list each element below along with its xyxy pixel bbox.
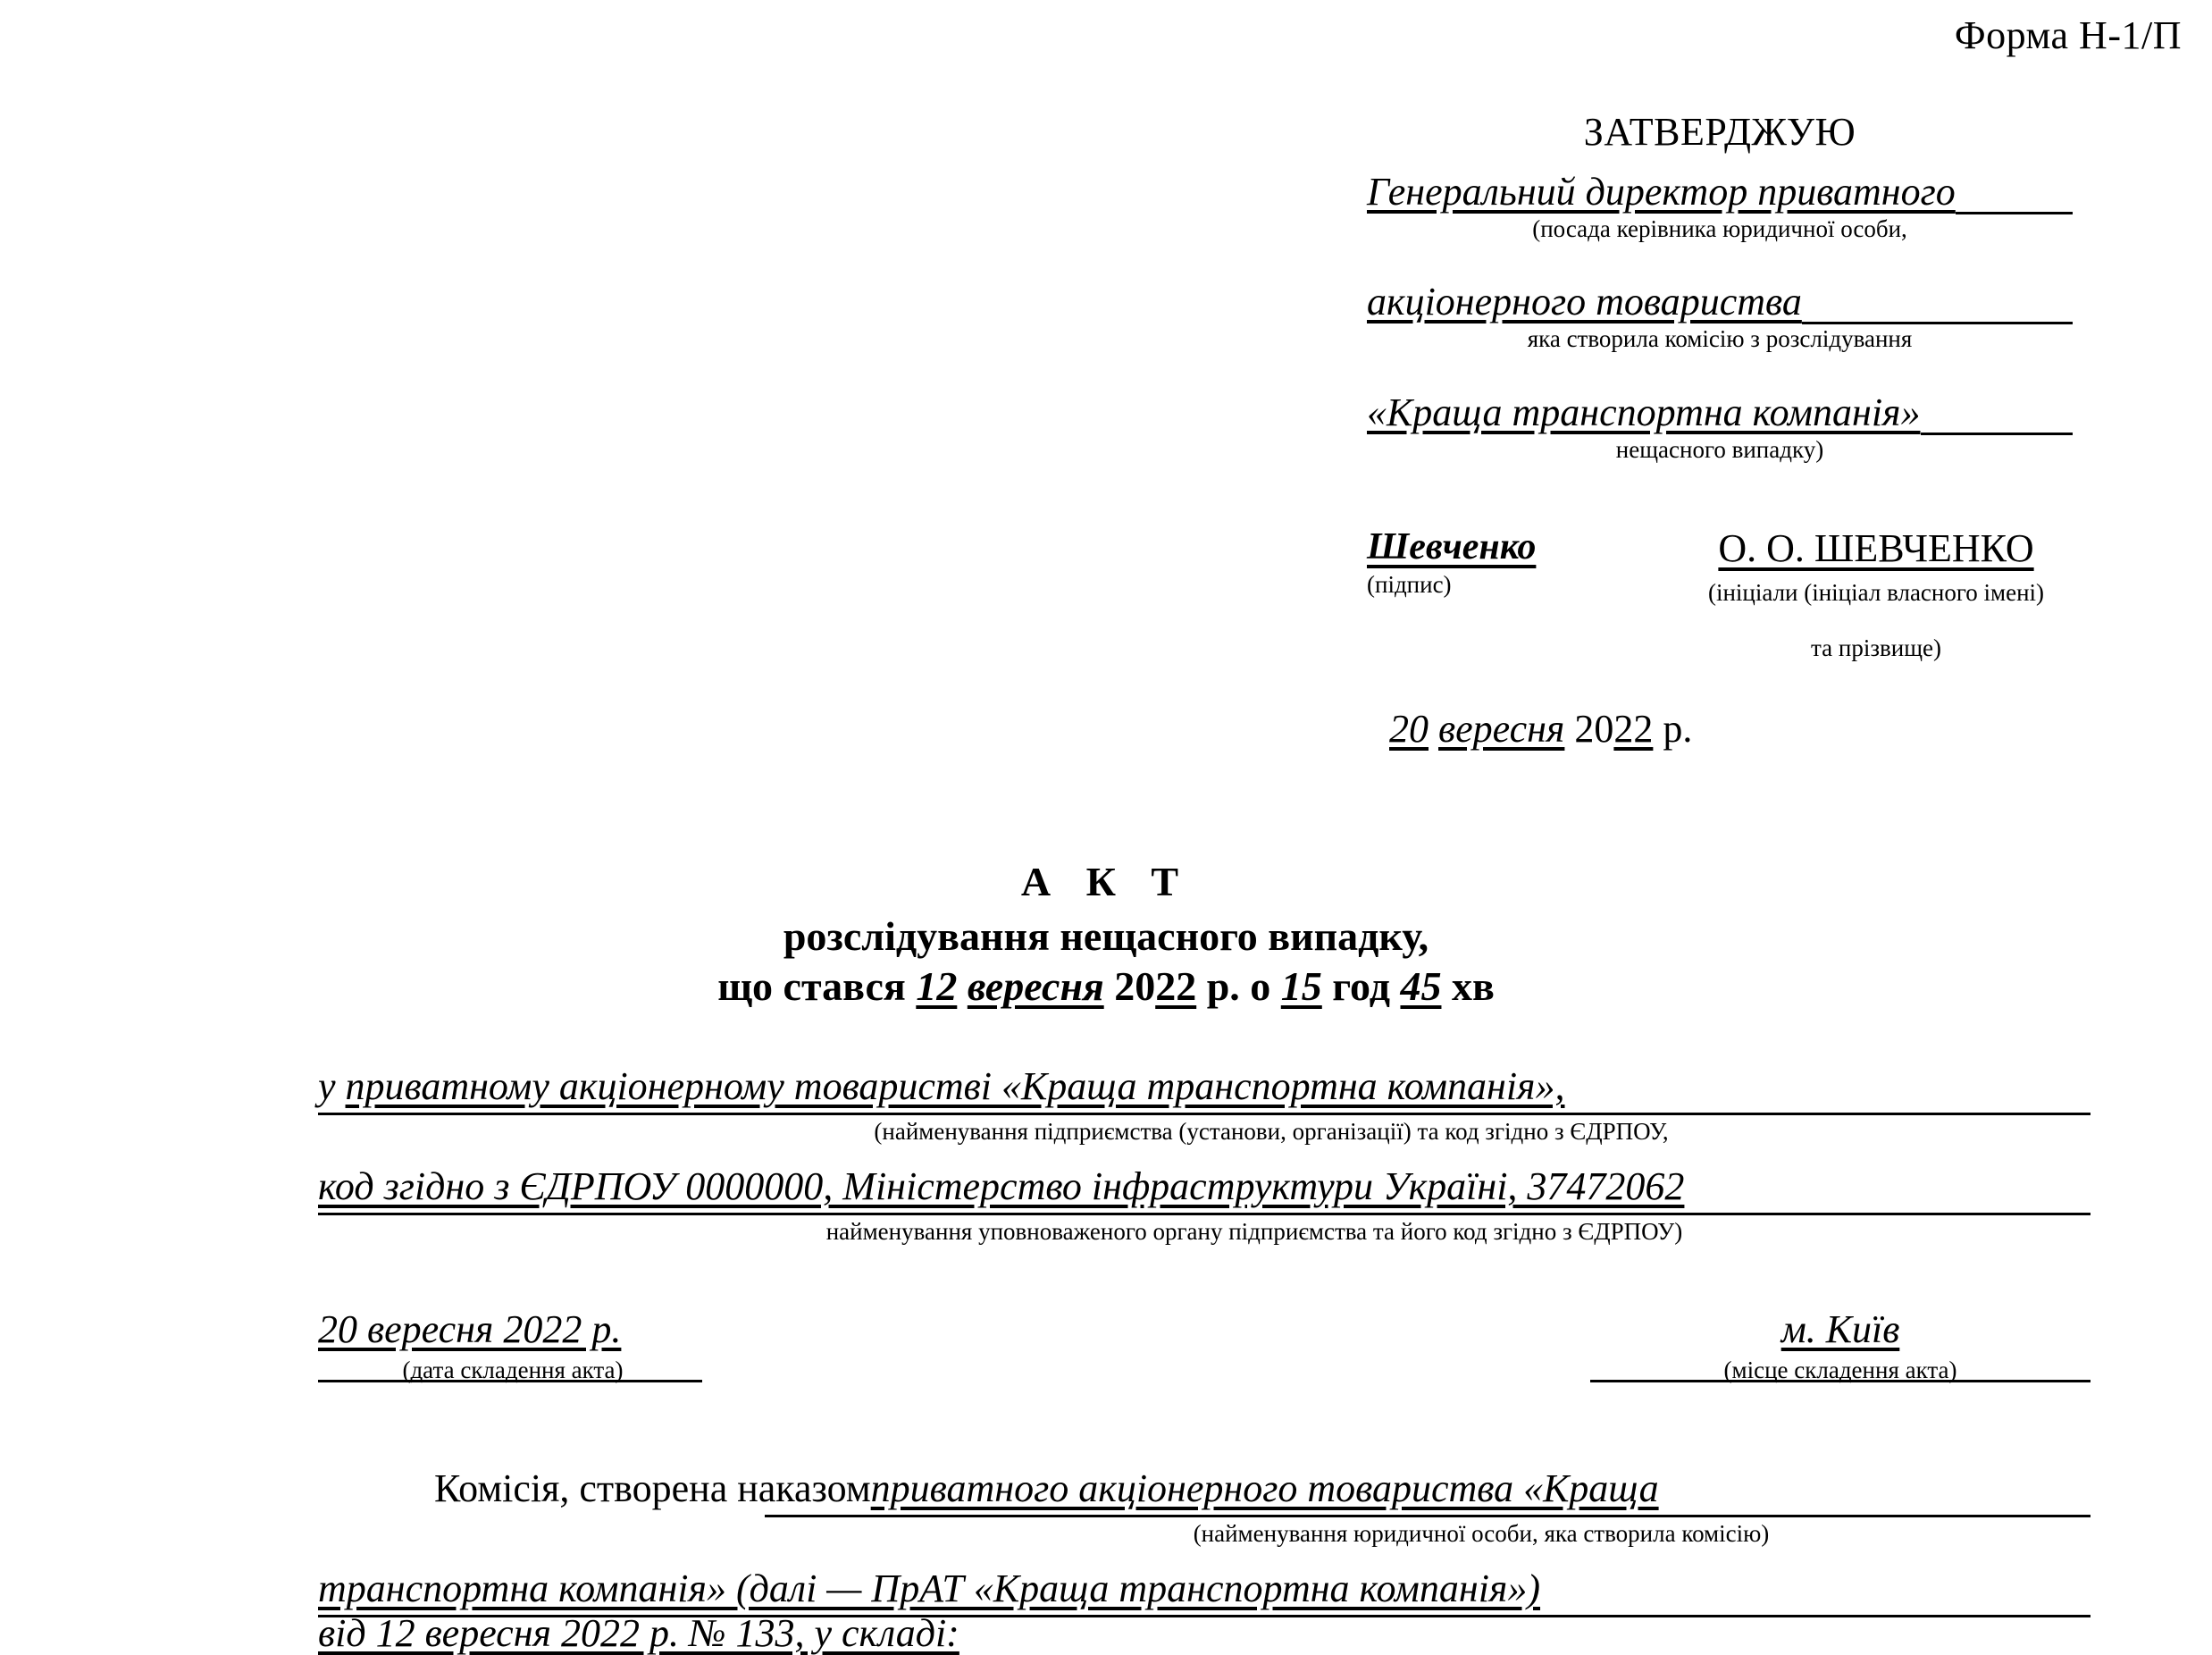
approval-position-caption: (посада керівника юридичної особи, — [1532, 215, 1907, 242]
incident-hour: 15 — [1280, 963, 1322, 1010]
approval-date-year-unit: р. — [1663, 707, 1693, 751]
form-code: Форма Н-1/П — [1954, 13, 2182, 57]
incident-prefix: що стався — [717, 963, 906, 1010]
signature-value: Шевченко — [1367, 526, 1537, 567]
rule-line — [765, 1515, 2091, 1517]
incident-year-unit: р. о — [1206, 963, 1271, 1010]
rule-line — [318, 1380, 702, 1382]
approval-heading: ЗАТВЕРДЖУЮ — [1583, 110, 1856, 154]
commission-prefix: Комісія, створена наказом — [434, 1466, 871, 1510]
enterprise-name-caption: (найменування підприємства (установи, організації) та код згідно з ЄДРПОУ, — [874, 1118, 1669, 1145]
incident-month: вересня — [967, 963, 1104, 1010]
initials-column — [1680, 525, 2073, 661]
initials-value: О. О. ШЕВЧЕНКО — [1718, 526, 2034, 570]
enterprise-name-row — [318, 1063, 2091, 1146]
commission-order-row — [318, 1611, 2091, 1655]
authority-value: код згідно з ЄДРПОУ 0000000, Міністерство інфраструктури Україні, 37472062 — [318, 1164, 1685, 1208]
approval-date — [1389, 706, 1692, 752]
approval-entity-type-caption: яка створила комісію з розслідування — [1527, 324, 1913, 352]
act-place-column — [1590, 1306, 2091, 1384]
enterprise-name-value: приватному акціонерному товаристві «Краща транспортна компанія», — [345, 1064, 1565, 1108]
approval-entity-type-row — [1367, 279, 2073, 324]
commission-inline-1 — [318, 1466, 1659, 1511]
enterprise-name-inline — [318, 1063, 1565, 1109]
act-heading: А К Т — [1020, 859, 1192, 904]
authority-field — [318, 1164, 2091, 1219]
act-place-caption: (місце складення акта) — [1723, 1357, 1957, 1383]
approval-date-month: вересня — [1438, 707, 1565, 751]
incident-year-suffix: 22 — [1155, 963, 1197, 1010]
act-subtitle-line-1: розслідування нещасного випадку, — [783, 913, 1429, 959]
approval-date-day: 20 — [1389, 707, 1429, 751]
act-meta-row — [318, 1306, 2091, 1384]
initials-caption-2: та прізвище) — [1811, 634, 1941, 661]
approval-date-year-suffix: 22 — [1613, 707, 1654, 751]
commission-entity-line-1: приватного акціонерного товариства «Краща — [870, 1466, 1659, 1510]
rule-line — [318, 1213, 2091, 1215]
enterprise-name-field — [318, 1063, 2091, 1119]
enterprise-prefix: у — [318, 1064, 336, 1108]
incident-minute-unit: хв — [1451, 963, 1495, 1010]
approval-position-row — [1367, 169, 2073, 214]
commission-entity-line-2: транспортна компанія» (далі — ПрАТ «Краща транспортна компанія») — [318, 1567, 1541, 1610]
act-place-value: м. Київ — [1780, 1307, 1900, 1351]
signature-caption: (підпис) — [1367, 571, 1452, 599]
commission-entity-caption: (найменування юридичної особи, яка створила комісію) — [1193, 1520, 1770, 1547]
signature-column — [1367, 525, 1542, 599]
authority-row — [318, 1164, 2091, 1246]
approval-date-year-prefix: 20 — [1574, 707, 1614, 751]
act-date-value: 20 вересня 2022 р. — [318, 1307, 622, 1351]
act-date-caption: (дата складення акта) — [402, 1357, 624, 1383]
incident-day: 12 — [916, 963, 958, 1010]
approval-entity-name-row — [1367, 390, 2073, 435]
approval-position-value: Генеральний директор приватного — [1367, 170, 1956, 214]
authority-caption: найменування уповноваженого органу підприємства та його код згідно з ЄДРПОУ) — [825, 1218, 1683, 1245]
approval-entity-type-value: акціонерного товариства — [1367, 279, 1802, 323]
act-incident-line — [0, 962, 2212, 1012]
commission-field-1 — [318, 1466, 2091, 1521]
approval-block — [1367, 109, 2073, 464]
rule-line — [318, 1615, 2091, 1617]
rule-line — [1590, 1380, 2091, 1382]
commission-row-1 — [318, 1466, 2091, 1548]
rule-line — [318, 1113, 2091, 1115]
incident-hour-unit: год — [1332, 963, 1390, 1010]
incident-minute: 45 — [1400, 963, 1442, 1010]
act-date-column — [318, 1306, 702, 1384]
commission-order-line: від 12 вересня 2022 р. № 133, у складі: — [318, 1611, 959, 1655]
initials-caption-1: (ініціали (ініціал власного імені) — [1707, 579, 2045, 606]
approval-entity-name-caption: нещасного випадку) — [1615, 436, 1824, 464]
act-subtitle — [0, 912, 2212, 1012]
approval-signature-row — [1367, 525, 2073, 661]
approval-entity-name-value: «Краща транспортна компанія» — [1367, 391, 1921, 435]
incident-year-prefix: 20 — [1114, 963, 1156, 1010]
